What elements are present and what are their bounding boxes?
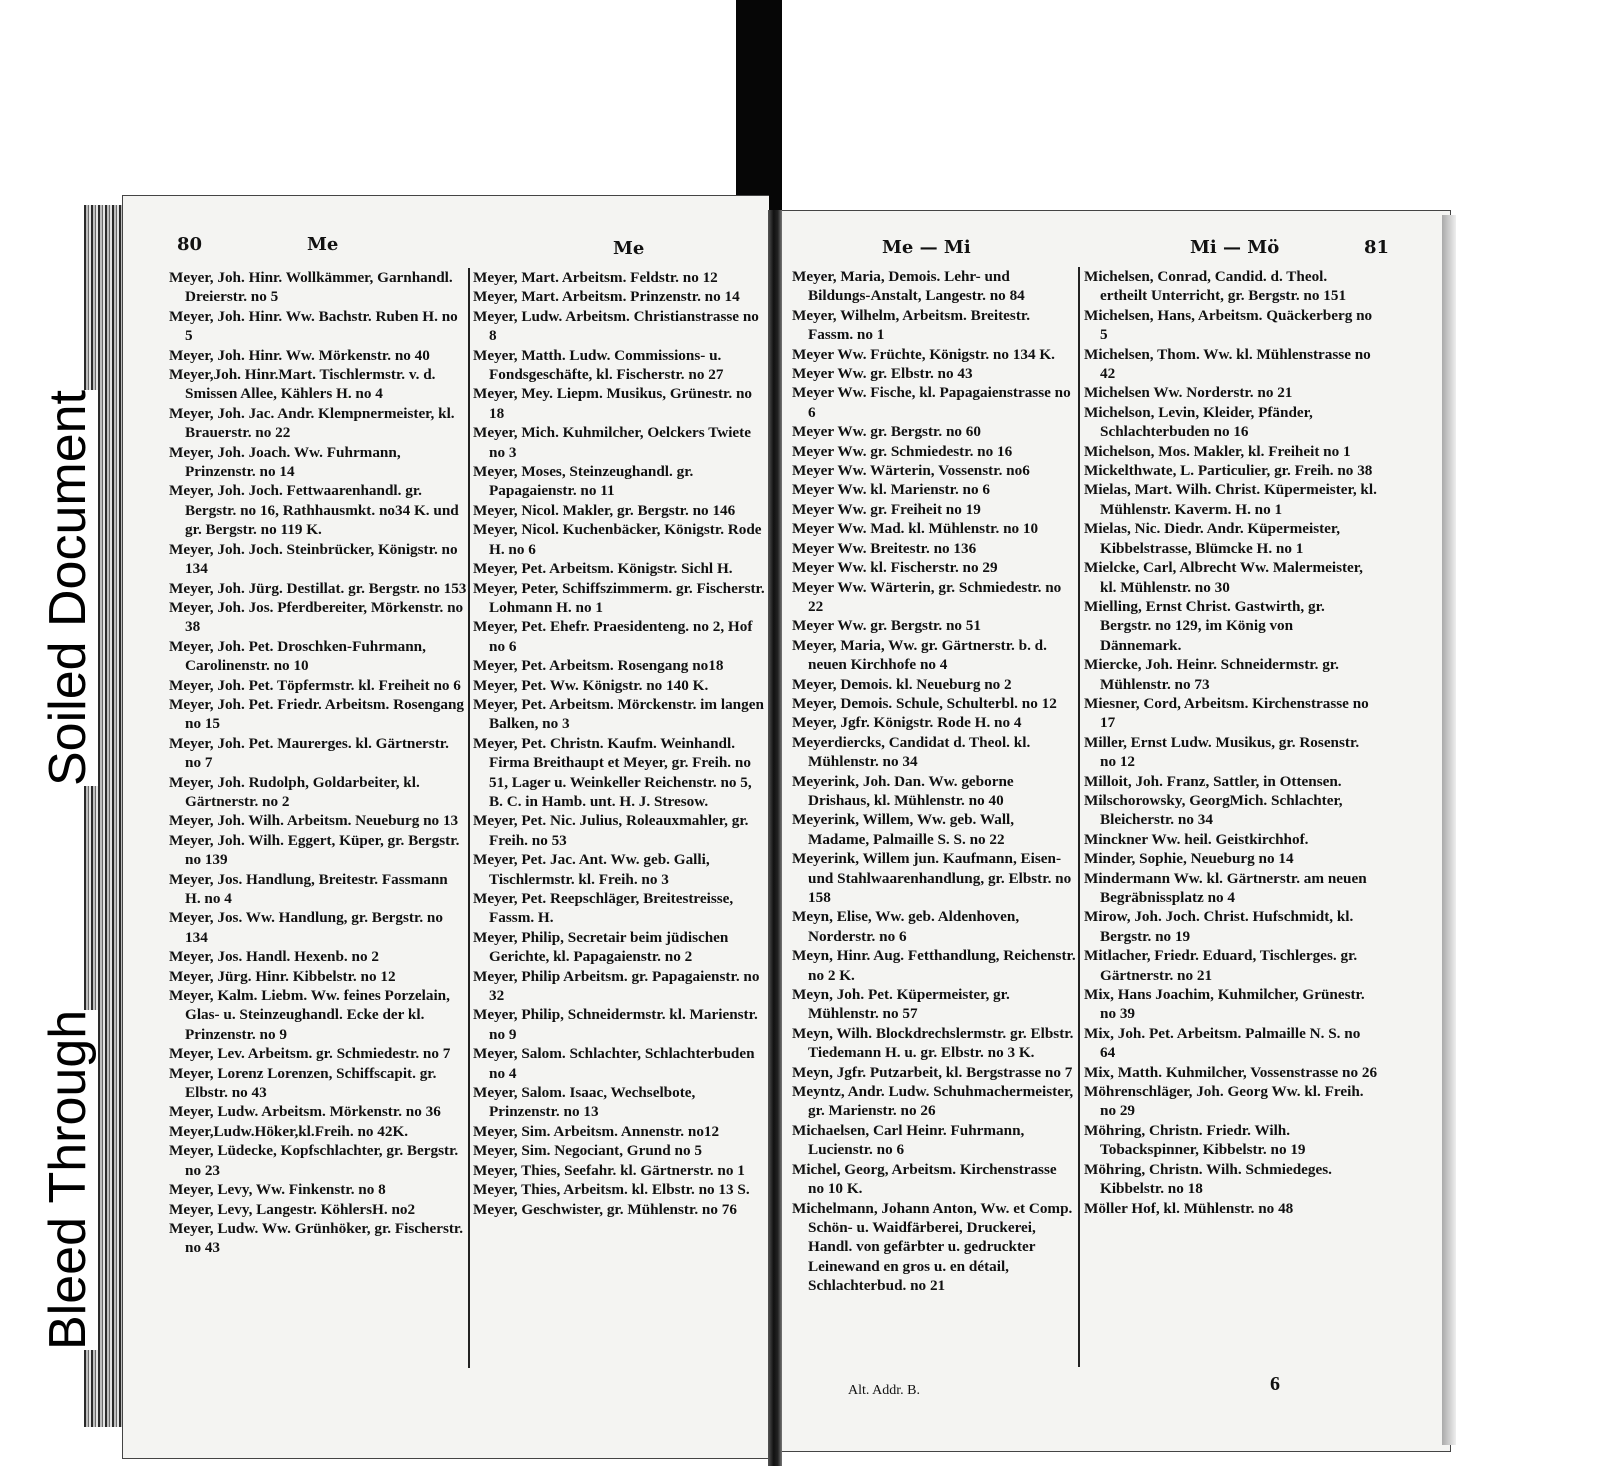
right-col1-entry: Meyer Ww. kl. Marienstr. no 6 (792, 481, 990, 499)
right-col1-entry: Meyer, Maria, Ww. gr. Gärtnerstr. b. d. neuen Kirchhofe no 4 (792, 636, 1047, 674)
left-column-divider (468, 268, 470, 1368)
right-col2-entry: Mitlacher, Friedr. Eduard, Tischlerges. gr. Gärtnerstr. no 21 (1084, 947, 1358, 984)
left-col2-entry: Meyer, Thies, Arbeitsm. kl. Elbstr. no 13 S. (473, 1181, 750, 1199)
left-col2-entry: Meyer, Mey. Liepm. Musikus, Grünestr. no 18 (473, 385, 753, 422)
left-col2-entry: Meyer, Salom. Schlachter, Schlachterbuden no 4 (473, 1045, 755, 1082)
left-col2-entry: Meyer, Pet. Jac. Ant. Ww. geb. Galli, Tischlermstr. kl. Freih. no 3 (473, 851, 710, 888)
left-col2-entry: Meyer, Thies, Seefahr. kl. Gärtnerstr. no 1 (473, 1161, 745, 1179)
right-page-header (782, 237, 1450, 267)
right-column-2 (1084, 267, 1378, 1218)
left-col1-entry: Meyer, Joh. Jos. Pferdbereiter, Mörkenstr. no 38 (169, 598, 464, 636)
right-col2-entry: Möller Hof, kl. Mühlenstr. no 48 (1084, 1199, 1294, 1217)
right-col1-entry: Meyer Ww. kl. Fischerstr. no 29 (792, 559, 998, 577)
left-col1-entry: Meyer, Joh. Jac. Andr. Klempnermeister, kl. Brauerstr. no 22 (169, 404, 455, 442)
right-col1-entry: Michel, Georg, Arbeitsm. Kirchenstrasse no 10 K. (792, 1160, 1057, 1198)
left-col1-entry: Meyer, Joh. Pet. Friedr. Arbeitsm. Rosengang no 15 (169, 695, 464, 733)
right-header-left: Me — Mi (882, 237, 971, 258)
right-col2-entry: Mirow, Joh. Joch. Christ. Hufschmidt, kl. Bergstr. no 19 (1084, 908, 1354, 945)
soiled-document-label: Soiled Document (39, 390, 97, 786)
spine-lower (768, 210, 782, 1466)
right-col1-entry: Meyer, Wilhelm, Arbeitsm. Breitestr. Fassm. no 1 (792, 306, 1031, 344)
right-col2-entry: Mickelthwate, L. Particulier, gr. Freih. no 38 (1084, 462, 1373, 480)
right-col2-entry: Mielas, Mart. Wilh. Christ. Küpermeister, kl. Mühlenstr. Kaverm. H. no 1 (1084, 481, 1377, 518)
right-col2-entry: Michelson, Mos. Makler, kl. Freiheit no 1 (1084, 442, 1351, 460)
left-col2-entry: Meyer, Moses, Steinzeughandl. gr. Papagaienstr. no 11 (473, 463, 694, 500)
left-col1-entry: Meyer, Joh. Joch. Fettwaarenhandl. gr. Bergstr. no 16, Rathhausmkt. no34 K. und gr. Bergstr. no 119 K. (169, 482, 459, 539)
right-col1-entry: Meyerink, Willem jun. Kaufmann, Eisen- und Stahlwaarenhandlung, gr. Elbstr. no 158 (792, 850, 1072, 906)
right-col1-entry: Meyerink, Willem, Ww. geb. Wall, Madame, Palmaille S. S. no 22 (792, 811, 1015, 848)
right-col2-entry: Michelsen, Conrad, Candid. d. Theol. ertheilt Unterricht, gr. Bergstr. no 151 (1084, 268, 1347, 305)
right-page (782, 210, 1451, 1452)
left-page (122, 195, 769, 1459)
right-col1-entry: Michelmann, Johann Anton, Ww. et Comp. Schön- u. Waidfärberei, Druckerei, Handl. von gefärbter u. gedruckter Leinewand en gros u. en détail, Schlachterbud. no 21 (792, 1199, 1073, 1295)
left-col2-entry: Meyer, Pet. Arbeitsm. Königstr. Sichl H. (473, 560, 733, 578)
right-col2-entry: Michelsen, Thom. Ww. kl. Mühlenstrasse no 42 (1084, 345, 1371, 383)
right-col1-entry: Meyn, Wilh. Blockdrechslermstr. gr. Elbstr. Tiedemann H. u. gr. Elbstr. no 3 K. (792, 1024, 1074, 1062)
left-col2-entry: Meyer, Geschwister, gr. Mühlenstr. no 76 (473, 1200, 737, 1218)
left-col1-entry: Meyer, Joh. Hinr. Ww. Mörkenstr. no 40 (169, 346, 430, 364)
left-page-number: 80 (177, 234, 203, 255)
right-col1-entry: Meyer Ww. Wärterin, gr. Schmiedestr. no 22 (792, 578, 1062, 615)
right-col1-entry: Meyer Ww. gr. Freiheit no 19 (792, 500, 981, 518)
right-col1-entry: Meyer Ww. gr. Bergstr. no 60 (792, 423, 981, 441)
right-col1-entry: Meyer Ww. Wärterin, Vossenstr. no6 (792, 462, 1030, 480)
right-col2-entry: Mielas, Nic. Diedr. Andr. Küpermeister, Kibbelstrasse, Blümcke H. no 1 (1084, 520, 1341, 557)
right-col2-entry: Möhrenschläger, Joh. Georg Ww. kl. Freih. no 29 (1084, 1083, 1364, 1120)
right-col2-entry: Miesner, Cord, Arbeitsm. Kirchenstrasse no 17 (1084, 694, 1369, 732)
right-col2-entry: Minckner Ww. heil. Geistkirchhof. (1084, 830, 1309, 848)
left-col2-entry: Meyer, Nicol. Kuchenbäcker, Königstr. Rode H. no 6 (473, 521, 762, 558)
left-col2-entry: Meyer, Pet. Christn. Kaufm. Weinhandl. Firma Breithaupt et Meyer, gr. Freih. no 51, Lager u. Weinkeller Reichenstr. no 5, B. C. in Hamb. unt. H. J. Stresow. (473, 734, 752, 810)
left-col1-entry: Meyer,Ludw.Höker,kl.Freih. no 42K. (169, 1122, 409, 1140)
left-column-2 (473, 268, 765, 1219)
left-col1-entry: Meyer, Ludw. Ww. Grünhöker, gr. Fischerstr. no 43 (169, 1219, 464, 1257)
left-col2-entry: Meyer, Philip, Schneidermstr. kl. Marienstr. no 9 (473, 1006, 758, 1043)
left-column-1 (169, 268, 467, 1258)
left-col1-entry: Meyer, Joh. Wilh. Eggert, Küper, gr. Bergstr. no 139 (169, 831, 460, 869)
left-col1-entry: Meyer, Joh. Rudolph, Goldarbeiter, kl. Gärtnerstr. no 2 (169, 773, 420, 810)
left-col2-entry: Meyer, Philip, Secretair beim jüdischen Gerichte, kl. Papagaienstr. no 2 (473, 928, 729, 966)
left-col2-entry: Meyer, Pet. Ehefr. Praesidenteng. no 2, Hof no 6 (473, 618, 753, 655)
right-col2-entry: Michelsen Ww. Norderstr. no 21 (1084, 384, 1293, 402)
left-col2-entry: Meyer, Pet. Arbeitsm. Rosengang no18 (473, 657, 724, 675)
right-col1-entry: Meyerdiercks, Candidat d. Theol. kl. Mühlenstr. no 34 (792, 733, 1031, 771)
right-column-1 (792, 267, 1076, 1296)
left-col1-entry: Meyer, Joh. Hinr. Ww. Bachstr. Ruben H. no 5 (169, 307, 458, 345)
footer-text: Alt. Addr. B. (848, 1383, 920, 1398)
left-col2-entry: Meyer, Mart. Arbeitsm. Prinzenstr. no 14 (473, 288, 740, 306)
left-col2-entry: Meyer, Sim. Arbeitsm. Annenstr. no12 (473, 1122, 720, 1140)
left-col2-entry: Meyer, Mich. Kuhmilcher, Oelckers Twiete no 3 (473, 424, 751, 461)
left-col1-entry: Meyer, Levy, Ww. Finkenstr. no 8 (169, 1181, 386, 1199)
right-column-divider (1078, 267, 1080, 1367)
right-col1-entry: Meyer Ww. gr. Schmiedestr. no 16 (792, 442, 1013, 460)
right-col2-entry: Mielcke, Carl, Albrecht Ww. Malermeister, kl. Mühlenstr. no 30 (1084, 559, 1363, 596)
right-page-number: 81 (1364, 237, 1390, 258)
right-col1-entry: Meyn, Hinr. Aug. Fetthandlung, Reichenstr. no 2 K. (792, 947, 1076, 984)
left-col2-entry: Meyer, Matth. Ludw. Commissions- u. Fondsgeschäfte, kl. Fischerstr. no 27 (473, 346, 724, 384)
right-col1-entry: Meyer, Jgfr. Königstr. Rode H. no 4 (792, 714, 1022, 732)
right-col2-entry: Michelsen, Hans, Arbeitsm. Quäckerberg no 5 (1084, 306, 1373, 344)
right-col2-entry: Michelson, Levin, Kleider, Pfänder, Schlachterbuden no 16 (1084, 403, 1313, 441)
right-col2-entry: Minder, Sophie, Neueburg no 14 (1084, 850, 1294, 868)
right-col2-entry: Möhring, Christn. Friedr. Wilh. Tobackspinner, Kibbelstr. no 19 (1084, 1121, 1306, 1159)
right-col2-entry: Mix, Hans Joachim, Kuhmilcher, Grünestr. no 39 (1084, 986, 1365, 1023)
right-col1-entry: Michaelsen, Carl Heinr. Fuhrmann, Lucienstr. no 6 (792, 1121, 1025, 1159)
signature-mark: 6 (1270, 1373, 1280, 1395)
left-col2-entry: Meyer, Sim. Negociant, Grund no 5 (473, 1142, 702, 1160)
left-col2-entry: Meyer, Peter, Schiffszimmerm. gr. Fischerstr. Lohmann H. no 1 (473, 579, 765, 616)
right-col1-entry: Meyer Ww. Breitestr. no 136 (792, 539, 977, 557)
right-col1-entry: Meyerink, Joh. Dan. Ww. geborne Drishaus, kl. Mühlenstr. no 40 (792, 772, 1014, 809)
left-col1-entry: Meyer, Joh. Wilh. Arbeitsm. Neueburg no 13 (169, 812, 459, 830)
left-col2-entry: Meyer, Pet. Reepschläger, Breitestreisse, Fassm. H. (473, 890, 734, 927)
left-col1-entry: Meyer, Lorenz Lorenzen, Schiffscapit. gr. Elbstr. no 43 (169, 1064, 437, 1102)
left-header-left: Me (307, 234, 339, 255)
right-col1-entry: Meyer, Maria, Demois. Lehr- und Bildungs-Anstalt, Langestr. no 84 (792, 268, 1025, 305)
left-col2-entry: Meyer, Salom. Isaac, Wechselbote, Prinzenstr. no 13 (473, 1084, 696, 1121)
right-col2-entry: Möhring, Christn. Wilh. Schmiedeges. Kibbelstr. no 18 (1084, 1160, 1332, 1198)
right-col1-entry: Meyer, Demois. kl. Neueburg no 2 (792, 675, 1012, 693)
left-col1-entry: Meyer, Kalm. Liebm. Ww. feines Porzelain, Glas- u. Steinzeughandl. Ecke der kl. Prinzenstr. no 9 (169, 987, 450, 1043)
right-col1-entry: Meyn, Joh. Pet. Küpermeister, gr. Mühlenstr. no 57 (792, 986, 1010, 1023)
left-col2-entry: Meyer, Nicol. Makler, gr. Bergstr. no 146 (473, 501, 736, 519)
left-col2-entry: Meyer, Ludw. Arbeitsm. Christianstrasse no 8 (473, 307, 759, 345)
right-col1-entry: Meyn, Elise, Ww. geb. Aldenhoven, Norderstr. no 6 (792, 908, 1020, 945)
right-col2-entry: Mix, Matth. Kuhmilcher, Vossenstrasse no 26 (1084, 1063, 1378, 1081)
right-col1-entry: Meyntz, Andr. Ludw. Schuhmachermeister, gr. Marienstr. no 26 (792, 1083, 1074, 1120)
left-header-right: Me (613, 238, 645, 259)
left-col2-entry: Meyer, Pet. Nic. Julius, Roleauxmahler, gr. Freih. no 53 (473, 812, 749, 849)
right-col1-entry: Meyer, Demois. Schule, Schulterbl. no 12 (792, 694, 1057, 712)
left-col1-entry: Meyer, Joh. Joach. Ww. Fuhrmann, Prinzenstr. no 14 (169, 443, 401, 481)
left-col1-entry: Meyer, Jos. Handl. Hexenb. no 2 (169, 948, 379, 966)
right-col1-entry: Meyer Ww. Mad. kl. Mühlenstr. no 10 (792, 520, 1039, 538)
left-col1-entry: Meyer, Jos. Ww. Handlung, gr. Bergstr. no 134 (169, 909, 443, 946)
left-col1-entry: Meyer, Levy, Langestr. KöhlersH. no2 (169, 1200, 416, 1218)
left-col1-entry: Meyer, Joh. Pet. Droschken-Fuhrmann, Carolinenstr. no 10 (169, 637, 426, 675)
left-col2-entry: Meyer, Pet. Ww. Königstr. no 140 K. (473, 676, 709, 694)
right-col2-entry: Mielling, Ernst Christ. Gastwirth, gr. Bergstr. no 129, im König von Dännemark. (1084, 597, 1325, 654)
left-col2-entry: Meyer, Mart. Arbeitsm. Feldstr. no 12 (473, 269, 718, 286)
left-col1-entry: Meyer, Joh. Joch. Steinbrücker, Königstr. no 134 (169, 540, 458, 578)
right-col2-entry: Milschorowsky, GeorgMich. Schlachter, Bleicherstr. no 34 (1084, 791, 1343, 829)
left-col1-entry: Meyer, Joh. Pet. Töpfermstr. kl. Freiheit no 6 (169, 676, 461, 694)
right-col1-entry: Meyer Ww. Fische, kl. Papagaienstrasse no 6 (792, 384, 1071, 421)
left-col2-entry: Meyer, Philip Arbeitsm. gr. Papagaienstr. no 32 (473, 967, 760, 1005)
right-col2-entry: Miercke, Joh. Heinr. Schneidermstr. gr. Mühlenstr. no 73 (1084, 656, 1339, 693)
left-col1-entry: Meyer,Joh. Hinr.Mart. Tischlermstr. v. d. Smissen Allee, Kählers H. no 4 (169, 366, 436, 403)
left-col1-entry: Meyer, Lüdecke, Kopfschlachter, gr. Bergstr. no 23 (169, 1142, 459, 1179)
left-col1-entry: Meyer, Joh. Hinr. Wollkämmer, Garnhandl. Dreierstr. no 5 (169, 269, 453, 306)
right-col1-entry: Meyn, Jgfr. Putzarbeit, kl. Bergstrasse no 7 (792, 1063, 1073, 1081)
bleed-through-label: Bleed Through (39, 1009, 97, 1350)
left-col2-entry: Meyer, Pet. Arbeitsm. Mörckenstr. im langen Balken, no 3 (473, 695, 764, 733)
left-col1-entry: Meyer, Jos. Handlung, Breitestr. Fassmann H. no 4 (169, 870, 448, 907)
right-col1-entry: Meyer Ww. gr. Bergstr. no 51 (792, 617, 981, 635)
right-page-edge (1442, 215, 1456, 1445)
left-col1-entry: Meyer, Joh. Pet. Maurerges. kl. Gärtnerstr. no 7 (169, 734, 449, 772)
left-page-header (123, 234, 769, 264)
right-col2-entry: Mindermann Ww. kl. Gärtnerstr. am neuen Begräbnissplatz no 4 (1084, 869, 1367, 906)
right-col2-entry: Milloit, Joh. Franz, Sattler, in Ottensen. (1084, 772, 1342, 790)
right-col1-entry: Meyer Ww. gr. Elbstr. no 43 (792, 365, 973, 383)
left-col1-entry: Meyer, Joh. Jürg. Destillat. gr. Bergstr. no 153 (169, 579, 467, 597)
left-col1-entry: Meyer, Jürg. Hinr. Kibbelstr. no 12 (169, 967, 396, 985)
left-col1-entry: Meyer, Ludw. Arbeitsm. Mörkenstr. no 36 (169, 1103, 441, 1121)
right-col2-entry: Mix, Joh. Pet. Arbeitsm. Palmaille N. S. no 64 (1084, 1024, 1361, 1062)
left-col1-entry: Meyer, Lev. Arbeitsm. gr. Schmiedestr. no 7 (169, 1045, 451, 1063)
right-col2-entry: Miller, Ernst Ludw. Musikus, gr. Rosenstr. no 12 (1084, 733, 1360, 771)
right-header-right: Mi — Mö (1190, 237, 1280, 258)
right-col1-entry: Meyer Ww. Früchte, Königstr. no 134 K. (792, 345, 1055, 363)
